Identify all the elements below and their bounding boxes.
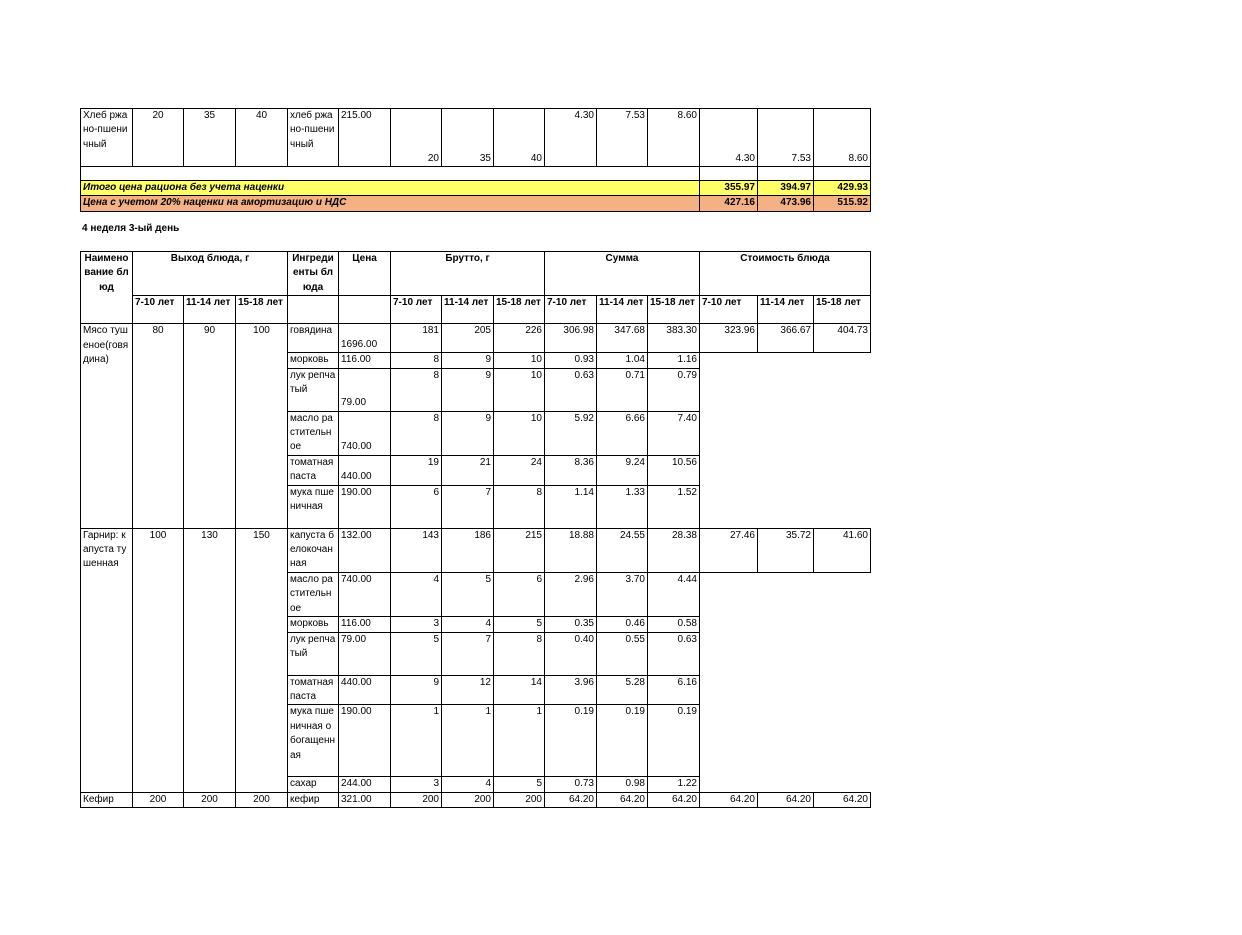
cost-cell: 35.72	[758, 528, 814, 572]
ingredient-cell: морковь	[288, 617, 339, 632]
sum-cell: 0.79	[648, 368, 700, 411]
section-title: 4 неделя 3-ый день	[82, 223, 180, 234]
ingredient-cell: масло растительное	[288, 411, 339, 455]
ingredient-cell: мука пшеничная	[288, 485, 339, 528]
header-price: Цена	[339, 252, 391, 296]
ingredient-cell: говядина	[288, 324, 339, 353]
price-cell: 244.00	[339, 777, 391, 792]
sum-cell: 1.14	[545, 485, 597, 528]
cost-cell: 404.73	[814, 324, 871, 353]
brutto-cell: 6	[494, 572, 545, 616]
empty-cell	[758, 167, 814, 181]
brutto-cell: 200	[494, 792, 545, 807]
sum-cell: 5.92	[545, 411, 597, 455]
ingredient-cell: морковь	[288, 353, 339, 368]
brutto-cell: 10	[494, 353, 545, 368]
table-row	[81, 792, 871, 807]
price-cell: 215.00	[339, 109, 391, 167]
sum-cell: 1.04	[597, 353, 648, 368]
empty-cell	[700, 167, 758, 181]
ingredient-cell: масло растительное	[288, 572, 339, 616]
ingredient-cell: лук репчатый	[288, 368, 339, 411]
yield-cell: 100	[236, 324, 288, 528]
table-row	[81, 324, 871, 353]
price-cell: 116.00	[339, 353, 391, 368]
price-cell: 79.00	[339, 368, 391, 411]
total-value: 355.97	[700, 181, 758, 196]
yield-cell: 20	[133, 109, 184, 167]
markup-value: 515.92	[814, 196, 871, 211]
yield-cell: 90	[184, 324, 236, 528]
sum-cell: 0.35	[545, 617, 597, 632]
yield-cell: 200	[184, 792, 236, 807]
header-brutto: Брутто, г	[391, 252, 545, 296]
sum-cell: 0.19	[597, 705, 648, 777]
empty-row	[81, 167, 871, 181]
brutto-cell: 8	[494, 485, 545, 528]
total-label: Итого цена рациона без учета наценки	[81, 181, 700, 196]
brutto-cell: 1	[494, 705, 545, 777]
brutto-cell: 4	[442, 777, 494, 792]
empty-cell	[814, 167, 871, 181]
sum-cell: 0.98	[597, 777, 648, 792]
age-header: 7-10 лет	[391, 296, 442, 324]
brutto-cell: 226	[494, 324, 545, 353]
markup-value: 473.96	[758, 196, 814, 211]
sum-cell: 6.16	[648, 675, 700, 705]
sum-cell: 2.96	[545, 572, 597, 616]
sum-cell: 0.58	[648, 617, 700, 632]
age-header: 7-10 лет	[700, 296, 758, 324]
brutto-cell: 1	[442, 705, 494, 777]
sum-cell: 10.56	[648, 455, 700, 485]
brutto-cell: 7	[442, 632, 494, 675]
cost-blank-cell	[700, 353, 871, 528]
price-cell: 132.00	[339, 528, 391, 572]
sum-cell: 0.63	[648, 632, 700, 675]
age-header: 11-14 лет	[597, 296, 648, 324]
cost-cell: 64.20	[700, 792, 758, 807]
brutto-cell: 3	[391, 777, 442, 792]
brutto-cell: 215	[494, 528, 545, 572]
cost-cell: 366.67	[758, 324, 814, 353]
brutto-cell: 9	[442, 368, 494, 411]
sum-cell: 64.20	[648, 792, 700, 807]
yield-cell: 35	[184, 109, 236, 167]
brutto-cell: 200	[442, 792, 494, 807]
sum-cell: 0.63	[545, 368, 597, 411]
price-cell: 440.00	[339, 455, 391, 485]
cost-cell: 323.96	[700, 324, 758, 353]
cost-blank-cell	[700, 572, 871, 792]
age-header: 11-14 лет	[758, 296, 814, 324]
sum-cell: 1.52	[648, 485, 700, 528]
ingredient-cell: томатная паста	[288, 455, 339, 485]
brutto-cell: 5	[442, 572, 494, 616]
price-cell: 321.00	[339, 792, 391, 807]
age-header: 15-18 лет	[814, 296, 871, 324]
ingredient-cell: лук репчатый	[288, 632, 339, 675]
sum-cell: 0.40	[545, 632, 597, 675]
ingredient-cell: кефир	[288, 792, 339, 807]
price-cell: 440.00	[339, 675, 391, 705]
brutto-cell: 5	[494, 777, 545, 792]
price-cell: 79.00	[339, 632, 391, 675]
brutto-cell: 24	[494, 455, 545, 485]
header-ingredients: Ингредиенты блюда	[288, 252, 339, 296]
age-header: 11-14 лет	[442, 296, 494, 324]
sum-cell: 0.93	[545, 353, 597, 368]
cost-cell: 64.20	[814, 792, 871, 807]
brutto-cell: 6	[391, 485, 442, 528]
sum-cell: 8.36	[545, 455, 597, 485]
sum-cell: 1.33	[597, 485, 648, 528]
brutto-cell: 8	[391, 411, 442, 455]
sum-cell: 8.60	[648, 109, 700, 167]
age-header: 15-18 лет	[648, 296, 700, 324]
sum-cell: 0.71	[597, 368, 648, 411]
header-yield: Выход блюда, г	[133, 252, 288, 296]
brutto-cell: 40	[494, 109, 545, 167]
ingredient-cell: сахар	[288, 777, 339, 792]
cost-cell: 64.20	[758, 792, 814, 807]
brutto-cell: 10	[494, 411, 545, 455]
dish-name-cell: Кефир	[81, 792, 133, 807]
price-cell: 1696.00	[339, 324, 391, 353]
yield-cell: 150	[236, 528, 288, 792]
yield-cell: 130	[184, 528, 236, 792]
yield-cell: 80	[133, 324, 184, 528]
brutto-cell: 9	[442, 411, 494, 455]
age-header: 15-18 лет	[494, 296, 545, 324]
dish-name-cell: Хлеб ржано-пшеничный	[81, 109, 133, 167]
sum-cell: 28.38	[648, 528, 700, 572]
brutto-cell: 181	[391, 324, 442, 353]
menu-table	[80, 251, 871, 808]
total-row	[81, 181, 871, 196]
empty-cell	[81, 167, 700, 181]
ingredient-cell: капуста белокочанная	[288, 528, 339, 572]
yield-cell: 200	[133, 792, 184, 807]
sum-cell: 0.55	[597, 632, 648, 675]
age-header-row	[81, 296, 871, 324]
table-row	[81, 528, 871, 572]
dish-name-cell: Мясо тушеное(говядина)	[81, 324, 133, 528]
sum-cell: 64.20	[545, 792, 597, 807]
sum-cell: 9.24	[597, 455, 648, 485]
brutto-cell: 9	[391, 675, 442, 705]
sum-cell: 18.88	[545, 528, 597, 572]
brutto-cell: 20	[391, 109, 442, 167]
brutto-cell: 12	[442, 675, 494, 705]
markup-row	[81, 196, 871, 211]
cost-cell: 8.60	[814, 109, 871, 167]
brutto-cell: 4	[391, 572, 442, 616]
sum-cell: 0.19	[545, 705, 597, 777]
brutto-cell: 143	[391, 528, 442, 572]
empty-cell	[339, 296, 391, 324]
brutto-cell: 200	[391, 792, 442, 807]
brutto-cell: 205	[442, 324, 494, 353]
brutto-cell: 7	[442, 485, 494, 528]
sum-cell: 347.68	[597, 324, 648, 353]
brutto-cell: 8	[391, 353, 442, 368]
ingredient-cell: хлеб ржано-пшеничный	[288, 109, 339, 167]
price-cell: 116.00	[339, 617, 391, 632]
age-header: 7-10 лет	[133, 296, 184, 324]
cost-cell: 27.46	[700, 528, 758, 572]
price-cell: 740.00	[339, 411, 391, 455]
brutto-cell: 1	[391, 705, 442, 777]
sum-cell: 5.28	[597, 675, 648, 705]
age-header: 15-18 лет	[236, 296, 288, 324]
price-cell: 190.00	[339, 485, 391, 528]
header-name: Наименование блюд	[81, 252, 133, 324]
brutto-cell: 14	[494, 675, 545, 705]
cost-cell: 41.60	[814, 528, 871, 572]
sum-cell: 3.96	[545, 675, 597, 705]
sum-cell: 3.70	[597, 572, 648, 616]
age-header: 7-10 лет	[545, 296, 597, 324]
cost-cell: 7.53	[758, 109, 814, 167]
brutto-cell: 4	[442, 617, 494, 632]
sum-cell: 64.20	[597, 792, 648, 807]
yield-cell: 100	[133, 528, 184, 792]
brutto-cell: 5	[494, 617, 545, 632]
sum-cell: 6.66	[597, 411, 648, 455]
sum-cell: 1.16	[648, 353, 700, 368]
sum-cell: 0.19	[648, 705, 700, 777]
brutto-cell: 186	[442, 528, 494, 572]
header-row	[81, 252, 871, 296]
total-value: 394.97	[758, 181, 814, 196]
sum-cell: 306.98	[545, 324, 597, 353]
sum-cell: 7.53	[597, 109, 648, 167]
brutto-cell: 21	[442, 455, 494, 485]
sum-cell: 1.22	[648, 777, 700, 792]
brutto-cell: 35	[442, 109, 494, 167]
brutto-cell: 3	[391, 617, 442, 632]
sum-cell: 383.30	[648, 324, 700, 353]
brutto-cell: 5	[391, 632, 442, 675]
age-header: 11-14 лет	[184, 296, 236, 324]
brutto-cell: 8	[391, 368, 442, 411]
brutto-cell: 9	[442, 353, 494, 368]
price-cell: 190.00	[339, 705, 391, 777]
ingredient-cell: томатная паста	[288, 675, 339, 705]
previous-day-table	[80, 108, 871, 212]
cost-cell: 4.30	[700, 109, 758, 167]
brutto-cell: 8	[494, 632, 545, 675]
total-value: 429.93	[814, 181, 871, 196]
yield-cell: 200	[236, 792, 288, 807]
sum-cell: 0.46	[597, 617, 648, 632]
header-sum: Сумма	[545, 252, 700, 296]
dish-name-cell: Гарнир: капуста тушенная	[81, 528, 133, 792]
brutto-cell: 19	[391, 455, 442, 485]
sum-cell: 7.40	[648, 411, 700, 455]
sum-cell: 4.44	[648, 572, 700, 616]
empty-cell	[288, 296, 339, 324]
markup-value: 427.16	[700, 196, 758, 211]
sum-cell: 0.73	[545, 777, 597, 792]
sum-cell: 4.30	[545, 109, 597, 167]
header-cost: Стоимость блюда	[700, 252, 871, 296]
yield-cell: 40	[236, 109, 288, 167]
brutto-cell: 10	[494, 368, 545, 411]
price-cell: 740.00	[339, 572, 391, 616]
markup-label: Цена с учетом 20% наценки на амортизацию и НДС	[81, 196, 700, 211]
ingredient-cell: мука пшеничная обогащенная	[288, 705, 339, 777]
sum-cell: 24.55	[597, 528, 648, 572]
table-row	[81, 109, 871, 167]
